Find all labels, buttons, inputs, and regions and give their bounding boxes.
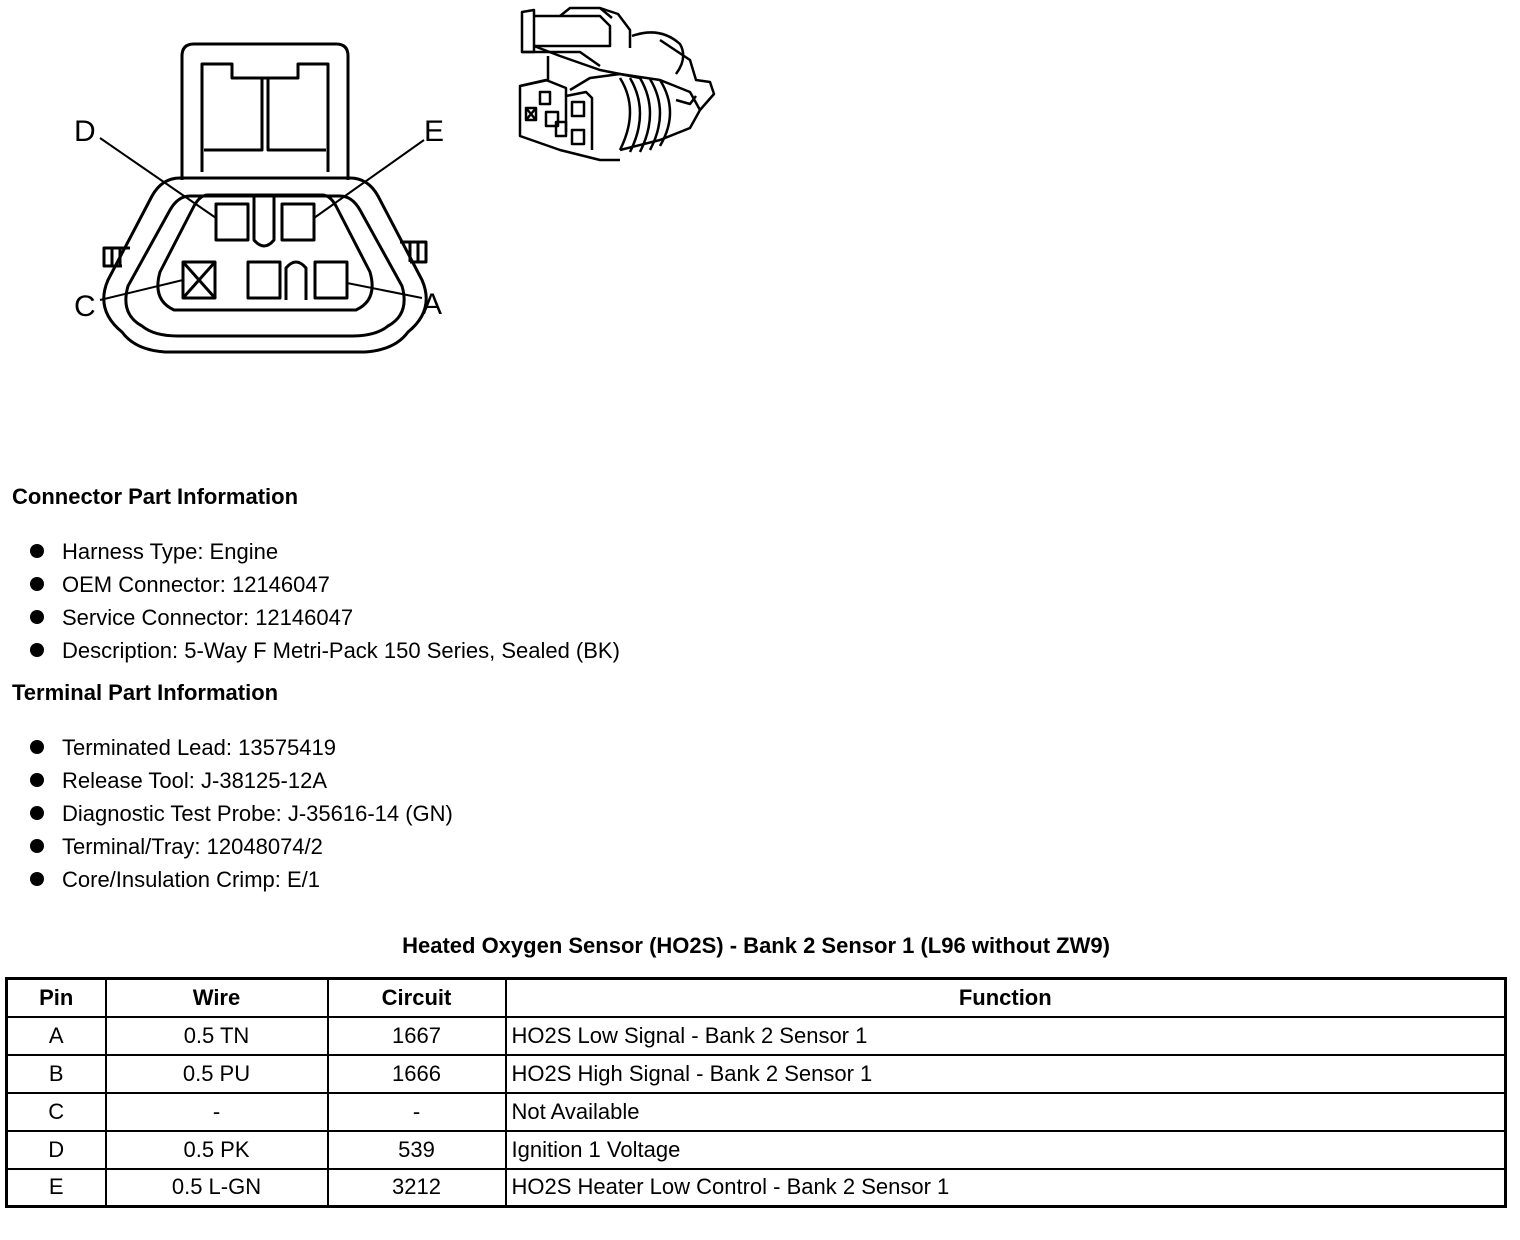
table-row bbox=[7, 1169, 1506, 1207]
pin-label-d: D bbox=[74, 115, 96, 148]
bullet-icon bbox=[30, 740, 44, 754]
cell-wire: - bbox=[106, 1093, 328, 1131]
cell-pin: D bbox=[7, 1131, 106, 1169]
bullet-icon bbox=[30, 839, 44, 853]
table-row bbox=[7, 1131, 1506, 1169]
cell-wire: 0.5 PU bbox=[106, 1055, 328, 1093]
connector-part-info-list bbox=[30, 535, 620, 667]
terminal-part-info-list bbox=[30, 731, 453, 896]
column-header-function: Function bbox=[506, 979, 1506, 1017]
connector-info-service-connector: Service Connector: 12146047 bbox=[62, 605, 354, 630]
cavity-a bbox=[315, 262, 347, 298]
bullet-icon bbox=[30, 643, 44, 657]
cell-function: Ignition 1 Voltage bbox=[506, 1131, 1506, 1169]
list-item bbox=[30, 731, 453, 764]
cell-circuit: 1666 bbox=[328, 1055, 506, 1093]
terminal-info-release-tool: Release Tool: J-38125-12A bbox=[62, 768, 327, 793]
list-item bbox=[30, 764, 453, 797]
cell-function: HO2S Heater Low Control - Bank 2 Sensor 1 bbox=[506, 1169, 1506, 1207]
connector-info-harness-type: Harness Type: Engine bbox=[62, 539, 279, 564]
cell-function: Not Available bbox=[506, 1093, 1506, 1131]
cell-wire: 0.5 L-GN bbox=[106, 1169, 328, 1207]
terminal-info-test-probe: Diagnostic Test Probe: J-35616-14 (GN) bbox=[62, 801, 453, 826]
list-item bbox=[30, 535, 620, 568]
list-item bbox=[30, 863, 453, 896]
terminal-part-info-heading: Terminal Part Information bbox=[12, 680, 279, 705]
connector-info-description: Description: 5-Way F Metri-Pack 150 Series, Sealed (BK) bbox=[62, 638, 620, 663]
terminal-info-terminal-tray: Terminal/Tray: 12048074/2 bbox=[62, 834, 323, 859]
cavity-b bbox=[248, 262, 280, 298]
connector-info-oem-connector: OEM Connector: 12146047 bbox=[62, 572, 330, 597]
table-row bbox=[7, 1093, 1506, 1131]
bullet-icon bbox=[30, 610, 44, 624]
cell-pin: C bbox=[7, 1093, 106, 1131]
connector-part-info-heading: Connector Part Information bbox=[12, 484, 299, 509]
table-row bbox=[7, 1055, 1506, 1093]
cavity-d bbox=[216, 204, 248, 240]
cell-circuit: - bbox=[328, 1093, 506, 1131]
list-item bbox=[30, 601, 620, 634]
connector-housing bbox=[104, 178, 426, 352]
pin-label-c: C bbox=[74, 290, 96, 323]
connector-isometric-view bbox=[520, 8, 714, 160]
bullet-icon bbox=[30, 577, 44, 591]
bullet-icon bbox=[30, 773, 44, 787]
cavity-e bbox=[282, 204, 314, 240]
list-item bbox=[30, 830, 453, 863]
cell-pin: A bbox=[7, 1017, 106, 1055]
cell-function: HO2S High Signal - Bank 2 Sensor 1 bbox=[506, 1055, 1506, 1093]
list-item bbox=[30, 568, 620, 601]
cell-pin: B bbox=[7, 1055, 106, 1093]
terminal-info-terminated-lead: Terminated Lead: 13575419 bbox=[62, 735, 336, 760]
pin-label-a: A bbox=[422, 288, 443, 321]
pin-label-e: E bbox=[424, 115, 445, 148]
column-header-wire: Wire bbox=[106, 979, 328, 1017]
table-row bbox=[7, 1017, 1506, 1055]
bullet-icon bbox=[30, 544, 44, 558]
cell-circuit: 539 bbox=[328, 1131, 506, 1169]
bullet-icon bbox=[30, 872, 44, 886]
pin-table bbox=[5, 977, 1507, 1208]
cell-circuit: 3212 bbox=[328, 1169, 506, 1207]
column-header-circuit: Circuit bbox=[328, 979, 506, 1017]
column-header-pin: Pin bbox=[7, 979, 106, 1017]
cell-function: HO2S Low Signal - Bank 2 Sensor 1 bbox=[506, 1017, 1506, 1055]
cell-pin: E bbox=[7, 1169, 106, 1207]
pin-table-title: Heated Oxygen Sensor (HO2S) - Bank 2 Sensor 1 (L96 without ZW9) bbox=[402, 933, 1110, 958]
list-item bbox=[30, 634, 620, 667]
connector-diagram bbox=[0, 0, 760, 380]
table-header-row bbox=[7, 979, 1506, 1017]
cell-circuit: 1667 bbox=[328, 1017, 506, 1055]
bullet-icon bbox=[30, 806, 44, 820]
list-item bbox=[30, 797, 453, 830]
cell-wire: 0.5 TN bbox=[106, 1017, 328, 1055]
cell-wire: 0.5 PK bbox=[106, 1131, 328, 1169]
terminal-info-crimp: Core/Insulation Crimp: E/1 bbox=[62, 867, 320, 892]
